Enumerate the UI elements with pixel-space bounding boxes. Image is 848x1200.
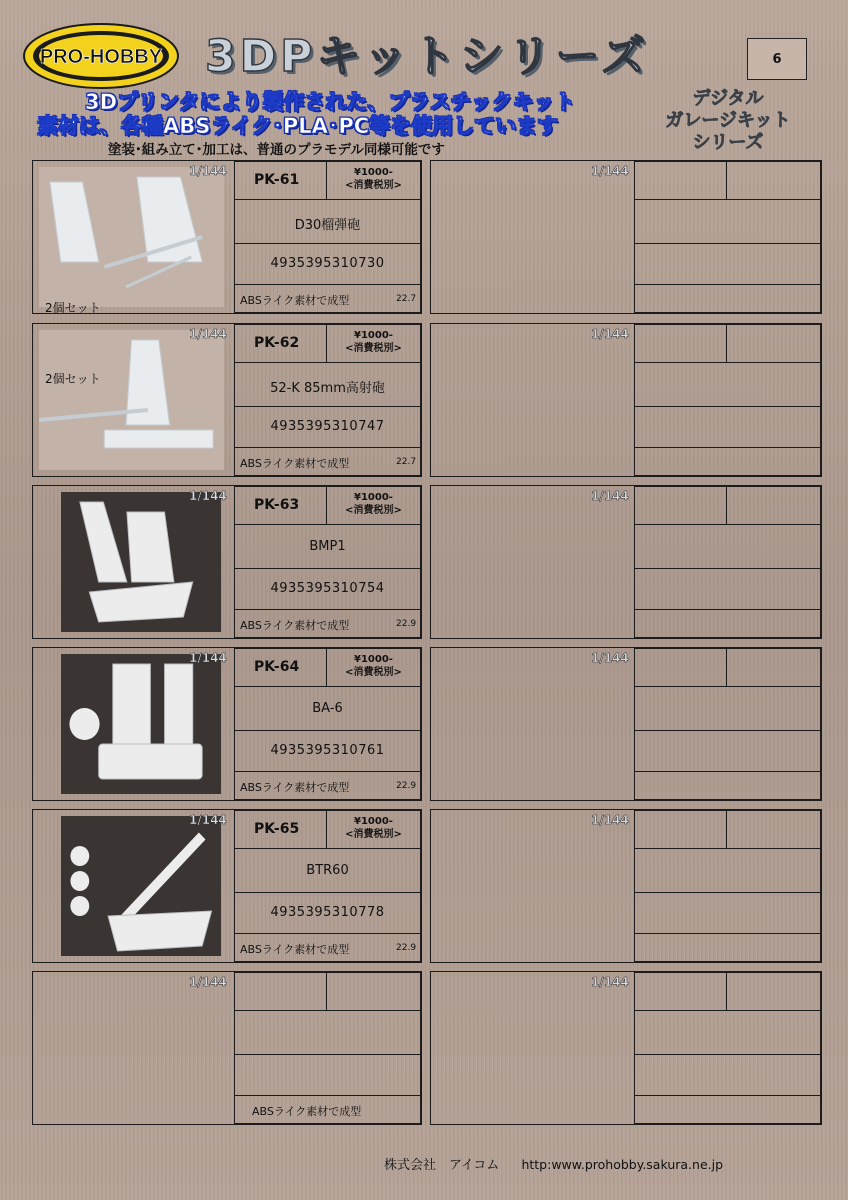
product-photo — [61, 654, 221, 794]
material-note: ABSライク素材で成型 — [240, 781, 350, 794]
jan-cell — [634, 568, 821, 610]
scale-label: 1/144 — [189, 489, 227, 503]
name-cell — [234, 1010, 421, 1055]
product-code: PK-61 — [254, 172, 300, 188]
empty-card — [430, 323, 822, 477]
material-note: ABSライク素材で成型 — [240, 619, 350, 632]
scale-label: 1/144 — [591, 327, 629, 341]
price-label — [326, 815, 421, 841]
code-cell — [634, 972, 727, 1011]
empty-card — [430, 160, 822, 314]
subtitle-line-2: 素材は、各種ABSライク･PLA･PC等を使用しています — [37, 114, 559, 138]
jan-cell — [634, 406, 821, 448]
subtitle-line-1: 3Dプリンタにより製作された、プラスチックキット — [85, 90, 576, 114]
logo-text: PRO-HOBBY — [39, 46, 163, 68]
price-label — [326, 166, 421, 192]
kit-photo-graphic — [39, 167, 224, 307]
product-name: D30榴弾砲 — [294, 218, 361, 233]
product-name: BMP1 — [309, 539, 346, 554]
jan-cell — [634, 730, 821, 772]
price-cell — [726, 486, 821, 525]
product-card — [32, 647, 422, 801]
price-value: ¥1000- — [354, 330, 393, 341]
empty-card — [430, 971, 822, 1125]
pro-hobby-logo — [22, 22, 180, 90]
empty-card — [430, 485, 822, 639]
product-code: PK-63 — [254, 497, 300, 513]
tax-note: <消費税別> — [345, 505, 402, 516]
jan-code: 4935395310778 — [270, 905, 385, 920]
scale-label: 1/144 — [189, 327, 227, 341]
version-code: 22.9 — [396, 619, 417, 629]
kit-photo-graphic — [61, 654, 221, 794]
product-card — [32, 971, 422, 1125]
scale-label: 1/144 — [189, 975, 227, 989]
digital-series-label — [648, 88, 808, 154]
price-cell — [726, 648, 821, 687]
scale-label: 1/144 — [591, 489, 629, 503]
name-cell — [634, 362, 821, 407]
set-note: 2個セット — [45, 301, 101, 315]
jan-code: 4935395310754 — [270, 581, 385, 596]
page-number: 6 — [747, 38, 807, 80]
product-code: PK-62 — [254, 335, 300, 351]
material-cell — [634, 447, 821, 476]
material-cell — [634, 771, 821, 800]
name-cell — [634, 848, 821, 893]
code-cell — [634, 161, 727, 200]
price-cell — [726, 161, 821, 200]
code-cell — [634, 486, 727, 525]
jan-cell — [234, 1054, 421, 1096]
version-code: 22.9 — [396, 943, 417, 953]
tax-note: <消費税別> — [345, 343, 402, 354]
website-url[interactable]: http:www.prohobby.sakura.ne.jp — [521, 1157, 724, 1172]
name-cell — [634, 524, 821, 569]
price-label — [326, 329, 421, 355]
tax-note: <消費税別> — [345, 829, 402, 840]
code-cell — [634, 648, 727, 687]
version-code: 22.7 — [396, 457, 417, 467]
page-title: 3DPキットシリーズ — [205, 31, 650, 82]
name-cell — [634, 686, 821, 731]
material-cell — [634, 1095, 821, 1124]
jan-cell — [634, 1054, 821, 1096]
subtitle-line-3: 塗装･組み立て･加工は、普通のプラモデル同様可能です — [108, 142, 445, 158]
kit-photo-graphic — [61, 816, 221, 956]
product-code: PK-64 — [254, 659, 300, 675]
product-name: BTR60 — [306, 863, 349, 878]
product-photo — [39, 330, 224, 470]
product-name: BA-6 — [312, 701, 343, 716]
price-label — [326, 491, 421, 517]
price-value: ¥1000- — [354, 167, 393, 178]
product-name: 52-K 85mm高射砲 — [270, 381, 385, 396]
footer — [384, 1154, 723, 1173]
jan-code: 4935395310761 — [270, 743, 385, 758]
material-cell — [634, 609, 821, 638]
digital-line-3: シリーズ — [692, 132, 764, 153]
code-cell — [234, 972, 327, 1011]
tax-note: <消費税別> — [345, 667, 402, 678]
version-code: 22.9 — [396, 781, 417, 791]
price-cell — [326, 972, 421, 1011]
scale-label: 1/144 — [591, 651, 629, 665]
product-card — [32, 485, 422, 639]
digital-line-2: ガレージキット — [665, 110, 791, 131]
name-cell — [634, 1010, 821, 1055]
jan-code: 4935395310730 — [270, 256, 385, 271]
scale-label: 1/144 — [591, 975, 629, 989]
jan-cell — [634, 243, 821, 285]
product-photo — [39, 167, 224, 307]
material-note: ABSライク素材で成型 — [240, 457, 350, 470]
code-cell — [634, 324, 727, 363]
price-value: ¥1000- — [354, 816, 393, 827]
scale-label: 1/144 — [189, 164, 227, 178]
scale-label: 1/144 — [189, 813, 227, 827]
scale-label: 1/144 — [189, 651, 227, 665]
price-label — [326, 653, 421, 679]
material-note: ABSライク素材で成型 — [240, 294, 350, 307]
material-note: ABSライク素材で成型 — [240, 943, 350, 956]
price-value: ¥1000- — [354, 492, 393, 503]
product-card — [32, 160, 422, 314]
kit-photo-graphic — [61, 492, 221, 632]
digital-line-1: デジタル — [692, 88, 764, 109]
product-code: PK-65 — [254, 821, 300, 837]
scale-label: 1/144 — [591, 813, 629, 827]
set-note: 2個セット — [45, 372, 101, 386]
scale-label: 1/144 — [591, 164, 629, 178]
material-cell — [634, 933, 821, 962]
price-cell — [726, 324, 821, 363]
name-cell — [634, 199, 821, 244]
product-photo — [61, 816, 221, 956]
version-code: 22.7 — [396, 294, 417, 304]
price-value: ¥1000- — [354, 654, 393, 665]
company-name: 株式会社 アイコム — [384, 1158, 500, 1173]
price-cell — [726, 972, 821, 1011]
product-card — [32, 323, 422, 477]
tax-note: <消費税別> — [345, 180, 402, 191]
material-cell — [634, 284, 821, 313]
kit-photo-graphic — [39, 330, 224, 470]
code-cell — [634, 810, 727, 849]
jan-cell — [634, 892, 821, 934]
empty-card — [430, 809, 822, 963]
product-photo — [61, 492, 221, 632]
price-cell — [726, 810, 821, 849]
material-note: ABSライク素材で成型 — [252, 1105, 362, 1118]
empty-card — [430, 647, 822, 801]
jan-code: 4935395310747 — [270, 419, 385, 434]
product-card — [32, 809, 422, 963]
